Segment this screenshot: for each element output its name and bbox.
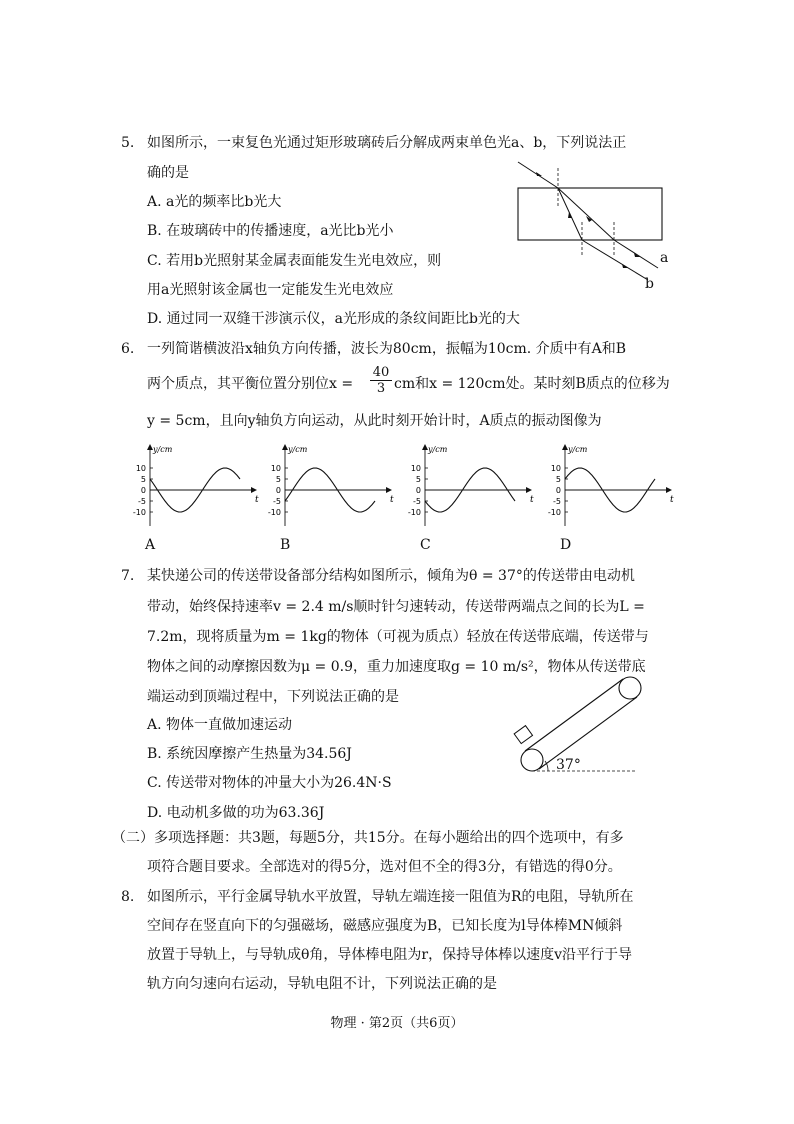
x-axis-arrow bbox=[526, 487, 532, 493]
x-axis-label: t bbox=[255, 495, 259, 505]
x-axis-label: t bbox=[530, 495, 534, 505]
q8-stem-line1: 如图所示，平行金属导轨水平放置，导轨左端连接一阻值为R的电阻，导轨所在 bbox=[147, 889, 634, 905]
q6-stem-line2-post: cm和x = 120cm处。某时刻B质点的位移为 bbox=[394, 376, 670, 392]
y-tick-label: -10 bbox=[267, 508, 281, 517]
y-tick-label: 5 bbox=[415, 475, 421, 484]
q6-graph-a bbox=[130, 442, 265, 532]
q7-stem-line4: 物体之间的动摩擦因数为μ = 0.9，重力加速度取g = 10 m/s²，物体从传送带底 bbox=[147, 659, 646, 675]
y-tick-label: 10 bbox=[550, 464, 561, 473]
y-tick-label: 10 bbox=[270, 464, 281, 473]
y-tick-label: 0 bbox=[415, 486, 421, 495]
q6-stem-line3: y = 5cm，且向y轴负方向运动，从此时刻开始计时，A质点的振动图像为 bbox=[147, 413, 602, 429]
q6-stem-line2-pre: 两个质点，其平衡位置分别位x = bbox=[147, 376, 354, 392]
q7-number: 7. bbox=[121, 568, 135, 584]
y-tick-label: 0 bbox=[275, 486, 281, 495]
x-axis-arrow bbox=[386, 487, 392, 493]
q5-stem-line2: 确的是 bbox=[147, 165, 189, 181]
q5-option-c: C. 若用b光照射某金属表面能发生光电效应，则 bbox=[147, 253, 442, 269]
q8-number: 8. bbox=[121, 889, 135, 905]
q6-graph-c bbox=[405, 442, 540, 532]
q6-graph-option-label: B bbox=[280, 537, 291, 553]
y-tick-label: -10 bbox=[547, 508, 561, 517]
q7-option-c: C. 传送带对物体的冲量大小为26.4N·S bbox=[147, 775, 392, 791]
q7-stem-line2: 带动，始终保持速率v = 2.4 m/s顺时针匀速转动，传送带两端点之间的长为L = bbox=[147, 599, 645, 615]
q5-figure bbox=[510, 160, 670, 295]
y-tick-label: 5 bbox=[555, 475, 561, 484]
q6-graph-d bbox=[545, 442, 680, 532]
y-tick-label: 5 bbox=[275, 475, 281, 484]
y-tick-label: 0 bbox=[555, 486, 561, 495]
y-tick-label: 0 bbox=[140, 486, 146, 495]
x-axis-label: t bbox=[390, 495, 394, 505]
section2-heading-line1: （二）多项选择题：共3题，每题5分，共15分。在每小题给出的四个选项中，有多 bbox=[112, 830, 624, 846]
q7-stem-line3: 7.2m，现将质量为m = 1kg的物体（可视为质点）轻放在传送带底端，传送带与 bbox=[147, 629, 649, 645]
y-axis-label: y/cm bbox=[428, 445, 448, 454]
q6-graph-b bbox=[265, 442, 400, 532]
y-tick-label: -5 bbox=[138, 497, 146, 506]
x-axis-arrow bbox=[251, 487, 257, 493]
y-axis-label: y/cm bbox=[568, 445, 588, 454]
q5-ray-b-label: b bbox=[645, 276, 654, 292]
y-axis-label: y/cm bbox=[288, 445, 308, 454]
y-tick-label: 10 bbox=[135, 464, 146, 473]
q6-fraction-denominator: 3 bbox=[376, 381, 386, 396]
q5-number: 5. bbox=[121, 135, 135, 151]
q8-stem-line3: 放置于导轨上，与导轨成θ角，导体棒电阻为r，保持导体棒以速度v沿平行于导 bbox=[147, 947, 633, 963]
q6-graph-option-label: D bbox=[560, 537, 572, 553]
q7-stem-line5: 端运动到顶端过程中，下列说法正确的是 bbox=[147, 689, 399, 705]
q6-graph-option-label: C bbox=[420, 537, 431, 553]
x-axis-label: t bbox=[670, 495, 674, 505]
q8-stem-line2: 空间存在竖直向下的匀强磁场，磁感应强度为B，已知长度为l导体棒MN倾斜 bbox=[147, 918, 623, 934]
y-tick-label: 5 bbox=[140, 475, 146, 484]
q5-option-d: D. 通过同一双缝干涉演示仪，a光形成的条纹间距比b光的大 bbox=[147, 311, 520, 327]
y-axis-label: y/cm bbox=[153, 445, 173, 454]
q7-stem-line1: 某快递公司的传送带设备部分结构如图所示，倾角为θ = 37°的传送带由电动机 bbox=[147, 568, 635, 584]
y-tick-label: -5 bbox=[413, 497, 421, 506]
q7-option-d: D. 电动机多做的功为63.36J bbox=[147, 805, 325, 821]
y-tick-label: 10 bbox=[410, 464, 421, 473]
y-tick-label: -10 bbox=[132, 508, 146, 517]
q5-option-b: B. 在玻璃砖中的传播速度，a光比b光小 bbox=[147, 223, 394, 239]
q6-graph-option-label: A bbox=[145, 537, 156, 553]
q7-option-b: B. 系统因摩擦产生热量为34.56J bbox=[147, 746, 352, 762]
q7-option-a: A. 物体一直做加速运动 bbox=[147, 717, 293, 733]
q7-angle-label: 37° bbox=[556, 757, 581, 773]
section2-heading-line2: 项符合题目要求。全部选对的得5分，选对但不全的得3分，有错选的得0分。 bbox=[147, 859, 622, 875]
q6-fraction-numerator: 40 bbox=[370, 366, 392, 381]
q8-stem-line4: 轨方向匀速向右运动，导轨电阻不计，下列说法正确的是 bbox=[147, 976, 497, 992]
y-tick-label: -5 bbox=[273, 497, 281, 506]
y-tick-label: -10 bbox=[407, 508, 421, 517]
q5-ray-a-label: a bbox=[660, 250, 669, 266]
q5-option-a: A. a光的频率比b光大 bbox=[147, 194, 282, 210]
y-tick-label: -5 bbox=[553, 497, 561, 506]
x-axis-arrow bbox=[666, 487, 672, 493]
page-footer: 物理 · 第2页（共6页） bbox=[330, 1016, 464, 1031]
q6-number: 6. bbox=[121, 341, 135, 357]
q5-stem-line1: 如图所示，一束复色光通过矩形玻璃砖后分解成两束单色光a、b，下列说法正 bbox=[147, 135, 627, 151]
q6-stem-line1: 一列简谐横波沿x轴负方向传播，波长为80cm，振幅为10cm. 介质中有A和B bbox=[147, 341, 627, 357]
q5-option-c-cont: 用a光照射该金属也一定能发生光电效应 bbox=[147, 282, 394, 298]
